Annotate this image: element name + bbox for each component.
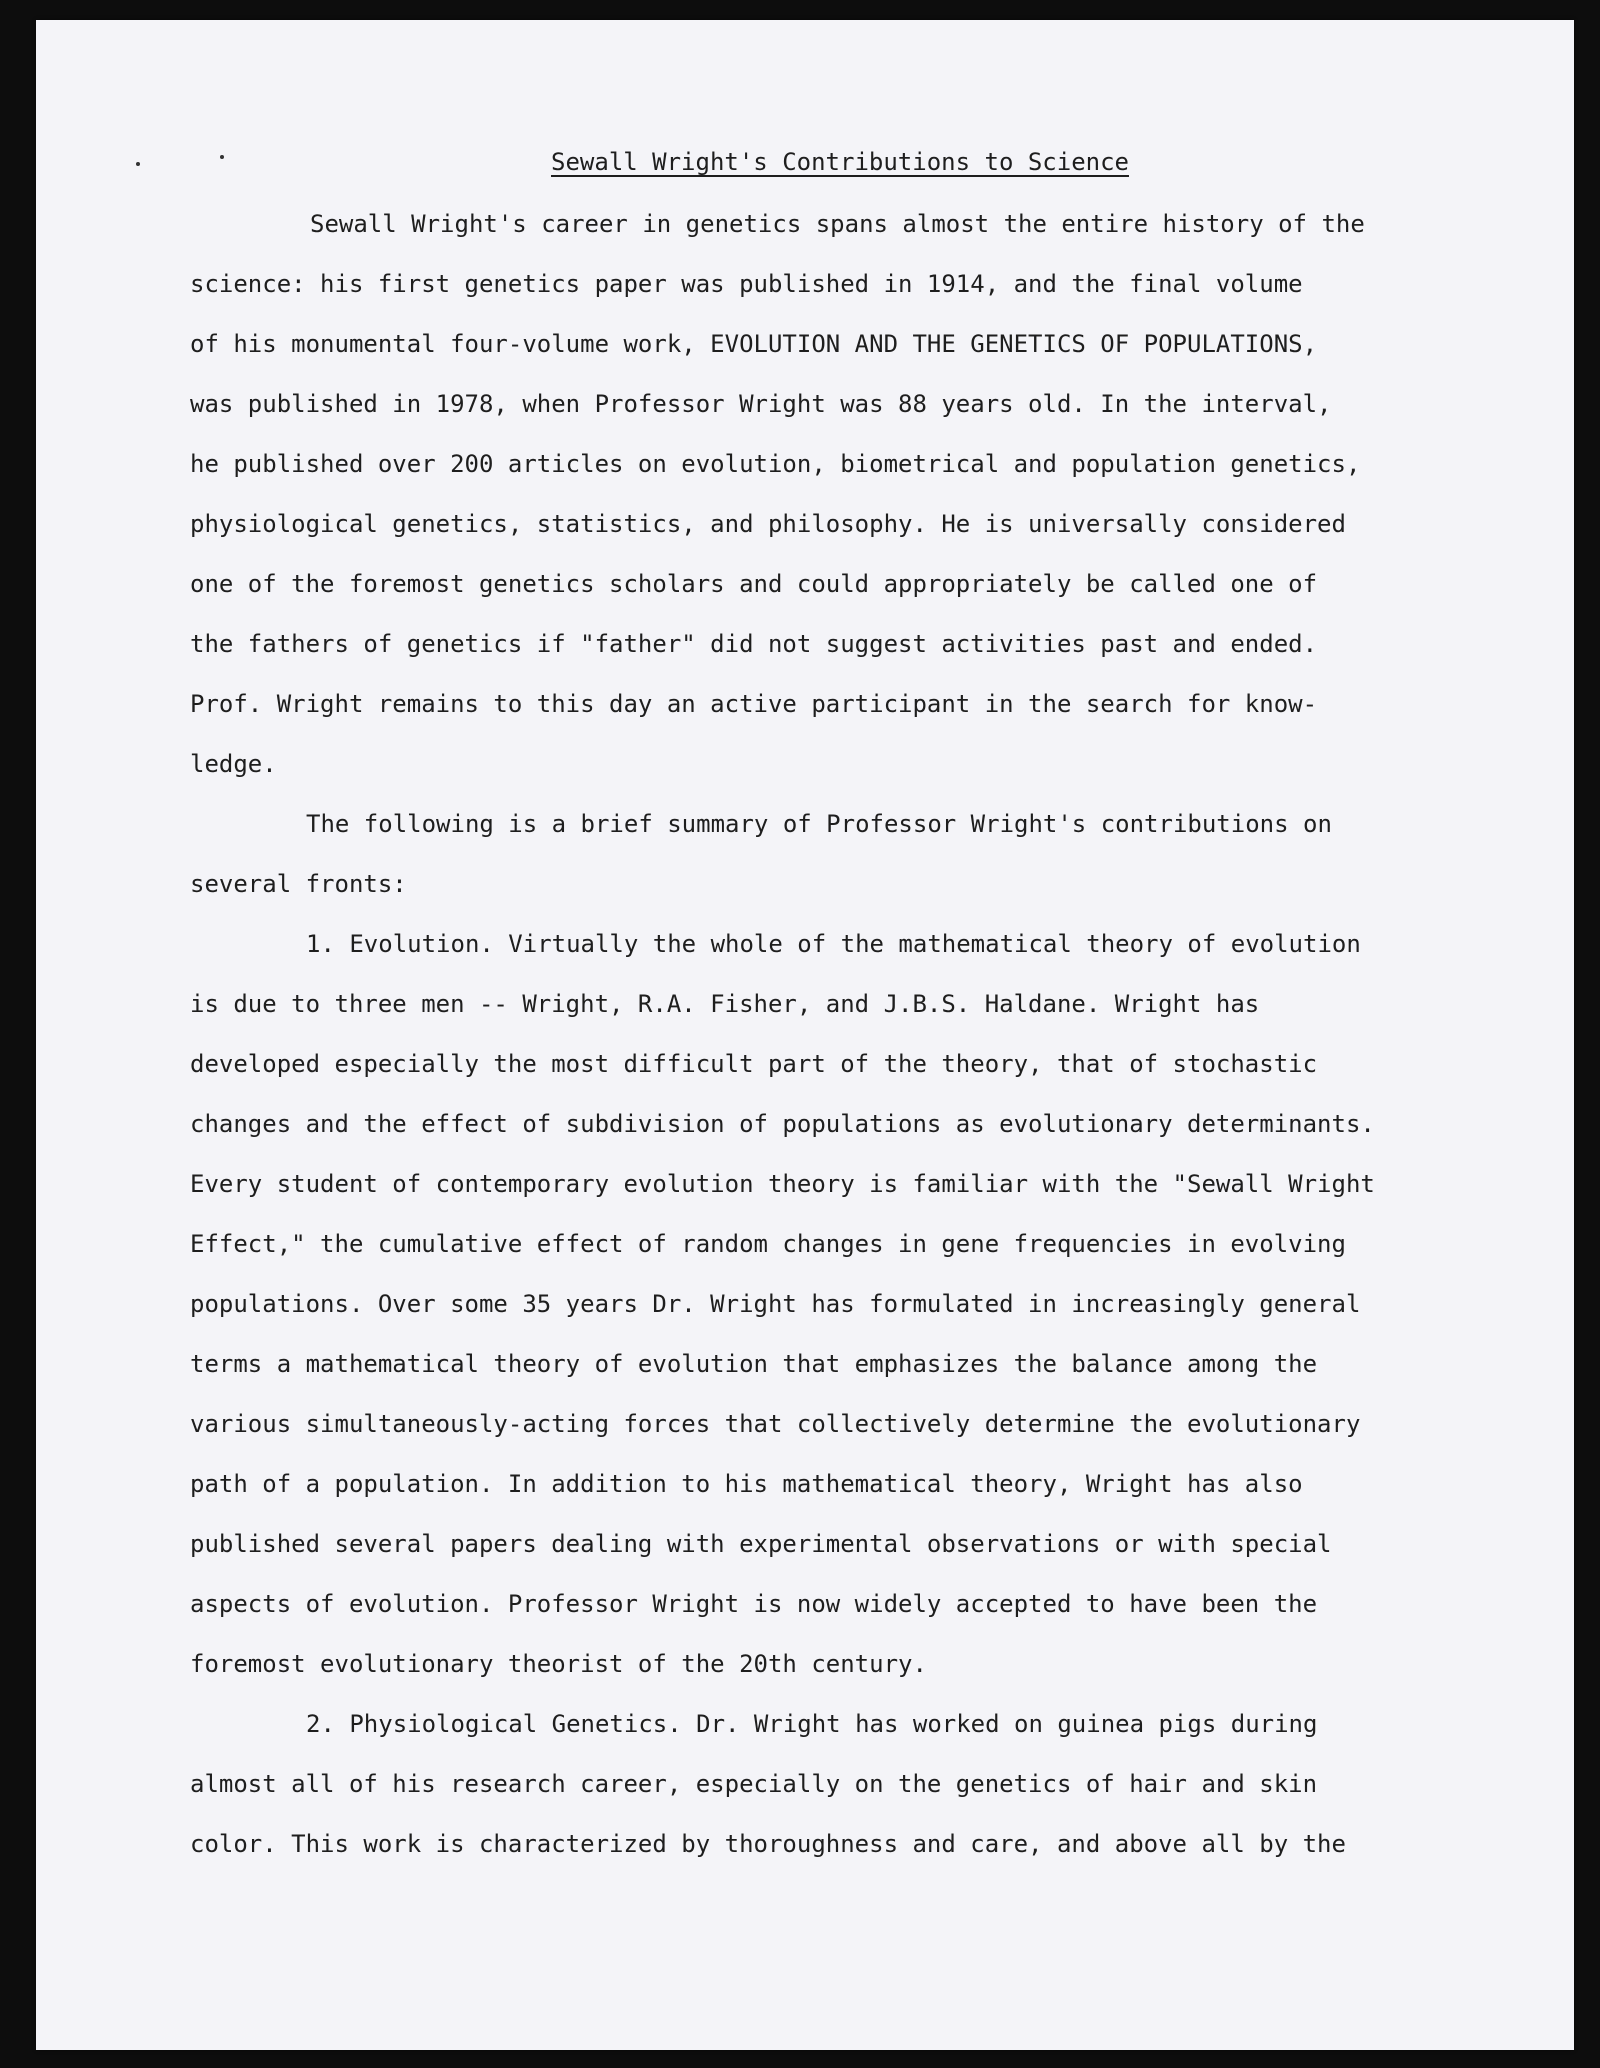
text-line: science: his first genetics paper was published in 1914, and the final volume bbox=[190, 270, 1303, 298]
text-line: the fathers of genetics if "father" did not suggest activities past and ended. bbox=[190, 630, 1318, 658]
text-line: of his monumental four-volume work, EVOLUTION AND THE GENETICS OF POPULATIONS, bbox=[190, 330, 1318, 358]
text-line: Every student of contemporary evolution theory is familiar with the "Sewall Wright bbox=[190, 1170, 1375, 1198]
text-line: The following is a brief summary of Professor Wright's contributions on bbox=[306, 810, 1332, 838]
text-line: almost all of his research career, especially on the genetics of hair and skin bbox=[190, 1770, 1318, 1798]
text-line: developed especially the most difficult part of the theory, that of stochastic bbox=[190, 1050, 1318, 1078]
text-line: Prof. Wright remains to this day an active participant in the search for know- bbox=[190, 690, 1318, 718]
document-title bbox=[36, 150, 1574, 174]
text-line: he published over 200 articles on evolution, biometrical and population genetics, bbox=[190, 450, 1361, 478]
text-line: foremost evolutionary theorist of the 20th century. bbox=[190, 1650, 927, 1678]
text-line: Effect," the cumulative effect of random changes in gene frequencies in evolving bbox=[190, 1230, 1346, 1258]
text-line: 2. Physiological Genetics. Dr. Wright has worked on guinea pigs during bbox=[306, 1710, 1318, 1738]
text-line: color. This work is characterized by thoroughness and care, and above all by the bbox=[190, 1830, 1346, 1858]
document-title-text: Sewall Wright's Contributions to Science bbox=[551, 148, 1129, 176]
document-page bbox=[36, 20, 1574, 2050]
text-line: changes and the effect of subdivision of populations as evolutionary determinants. bbox=[190, 1110, 1375, 1138]
text-line: one of the foremost genetics scholars and could appropriately be called one of bbox=[190, 570, 1318, 598]
text-line: several fronts: bbox=[190, 870, 407, 898]
text-line: populations. Over some 35 years Dr. Wright has formulated in increasingly general bbox=[190, 1290, 1361, 1318]
text-line: published several papers dealing with experimental observations or with special bbox=[190, 1530, 1332, 1558]
text-line: aspects of evolution. Professor Wright is now widely accepted to have been the bbox=[190, 1590, 1318, 1618]
text-line: physiological genetics, statistics, and philosophy. He is universally considered bbox=[190, 510, 1346, 538]
text-line: was published in 1978, when Professor Wright was 88 years old. In the interval, bbox=[190, 390, 1332, 418]
text-line: ledge. bbox=[190, 750, 277, 778]
text-line: various simultaneously-acting forces that collectively determine the evolutionary bbox=[190, 1410, 1361, 1438]
text-line: is due to three men -- Wright, R.A. Fisher, and J.B.S. Haldane. Wright has bbox=[190, 990, 1260, 1018]
text-line: path of a population. In addition to his mathematical theory, Wright has also bbox=[190, 1470, 1303, 1498]
text-line: Sewall Wright's career in genetics spans almost the entire history of the bbox=[310, 210, 1365, 238]
text-line: terms a mathematical theory of evolution that emphasizes the balance among the bbox=[190, 1350, 1318, 1378]
text-line: 1. Evolution. Virtually the whole of the mathematical theory of evolution bbox=[306, 930, 1361, 958]
